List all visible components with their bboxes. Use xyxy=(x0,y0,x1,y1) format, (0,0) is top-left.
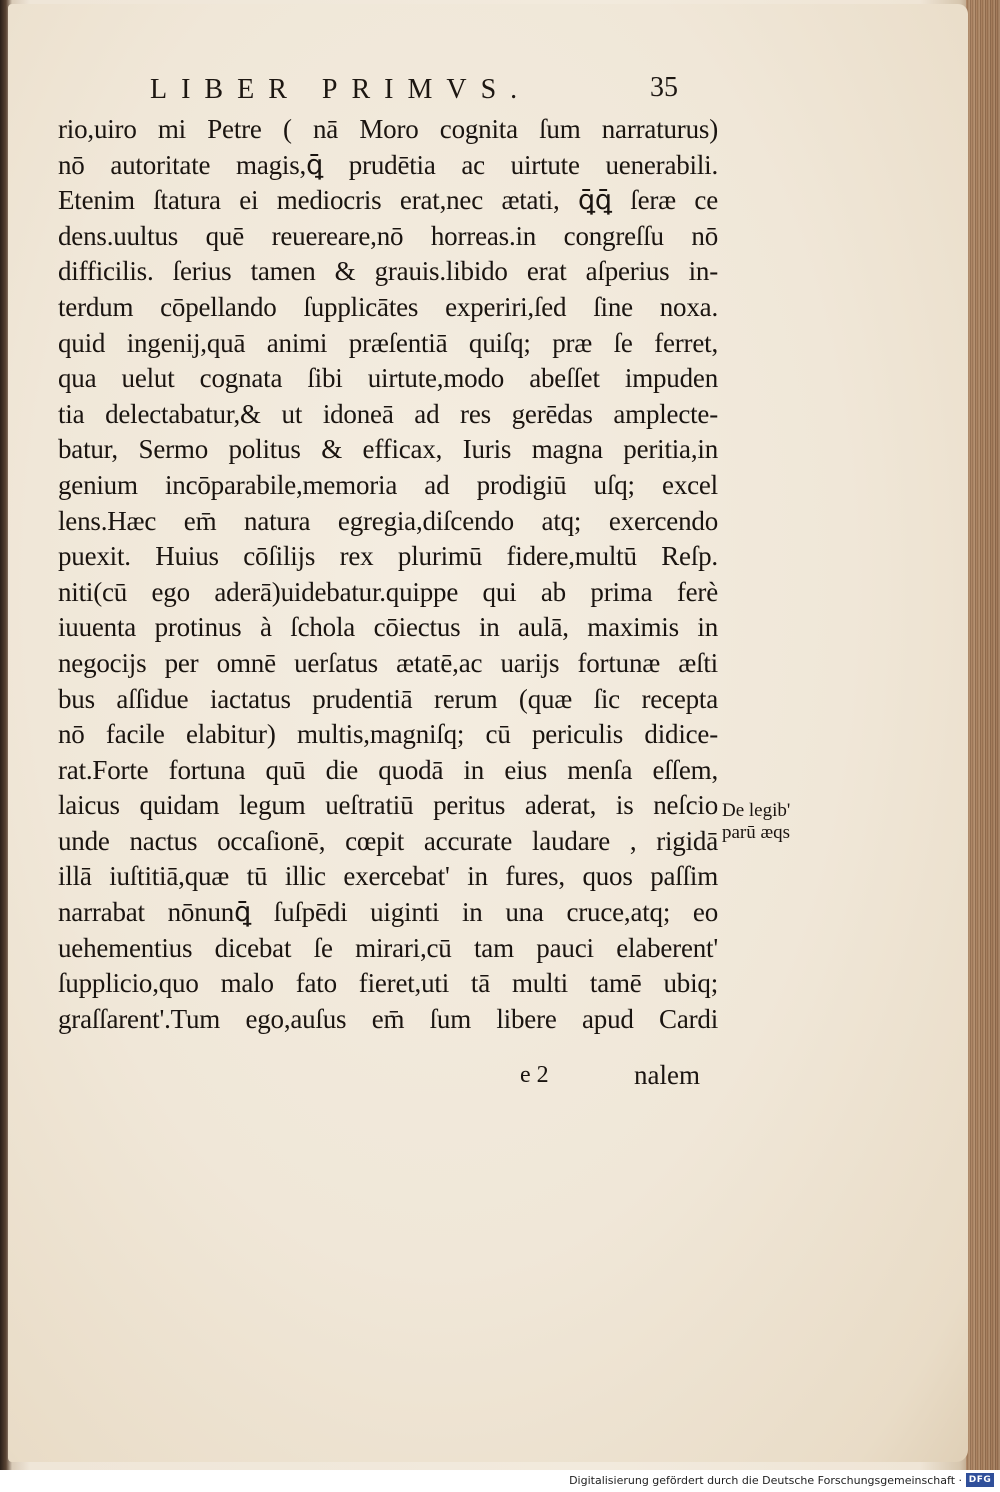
page-edge xyxy=(966,0,1000,1470)
text-line: negocijs per omnē uerſatus ætatē,ac uarijs fortunæ æſti xyxy=(58,647,718,678)
text-line: batur, Sermo politus & efficax, Iuris magna peritia,in xyxy=(58,434,718,465)
folio-number: 35 xyxy=(650,72,678,103)
text-line: genium incōparabile,memoria ad prodigiū uſq; excel xyxy=(58,469,718,500)
text-line: bus aſſidue iactatus prudentiā rerum (quæ ſic recepta xyxy=(58,683,718,714)
text-line: nō autoritate magis,ꝗ̄ prudētia ac uirtute uenerabili. xyxy=(58,149,718,180)
text-line: narrabat nōnunꝗ̄ ſuſpēdi uiginti in una cruce,atq; eo xyxy=(58,897,718,928)
text-line: lens.Hæc em̄ natura egregia,diſcendo atq; exercendo xyxy=(58,505,718,536)
footer-bar xyxy=(0,1470,1000,1492)
text-line: uehementius dicebat ſe mirari,cū tam pauci elaberent' xyxy=(58,932,718,963)
text-line: Etenim ſtatura ei mediocris erat,nec ætati, ꝗ̄ꝗ̄ ſeræ ce xyxy=(58,185,718,216)
text-line: illā iuſtitiā,quæ tū illic exercebat' in fures, quos paſſim xyxy=(58,861,718,892)
text-line: laicus quidam legum ueſtratiū peritus aderat, is neſcio xyxy=(58,790,718,821)
running-head: LIBER PRIMVS. xyxy=(150,74,532,105)
text-line: tia delectabatur,& ut idoneā ad res gerēdas amplecte- xyxy=(58,398,718,429)
marginal-note-line: De legib' xyxy=(722,800,791,821)
text-line: iuuenta protinus à ſchola cōiectus in aulā, maximis in xyxy=(58,612,718,643)
body-text xyxy=(58,112,718,1037)
text-line: rat.Forte fortuna quū die quodā in eius menſa eſſem, xyxy=(58,754,718,785)
text-line: nō facile elabitur) multis,magniſq; cū periculis didice- xyxy=(58,719,718,750)
text-line: dens.uultus quē reuereare,nō horreas.in congreſſu nō xyxy=(58,220,718,251)
text-line: puexit. Huius cōſilijs rex plurimū fidere,multū Reſp. xyxy=(58,541,718,572)
text-line: quid ingenij,quā animi præſentiā quiſq; præ ſe ferret, xyxy=(58,327,718,358)
signature-mark: e 2 xyxy=(520,1062,549,1088)
marginal-note-line: parū æqs xyxy=(722,822,791,843)
catchword: nalem xyxy=(634,1060,700,1090)
text-line: rio,uiro mi Petre ( nā Moro cognita ſum narraturus) xyxy=(58,114,718,144)
footer-credit: Digitalisierung gefördert durch die Deutsche Forschungsgemeinschaft · xyxy=(569,1474,962,1487)
text-line: terdum cōpellando ſupplicātes experiri,ſed ſine noxa. xyxy=(58,291,718,322)
text-line: difficilis. ſerius tamen & grauis.libido erat aſperius in- xyxy=(58,256,718,287)
marginal-note xyxy=(722,800,832,844)
text-line: unde nactus occaſionē, cœpit accurate laudare , rigidā xyxy=(58,825,718,856)
text-line: qua uelut cognata ſibi uirtute,modo abeſſet impuden xyxy=(58,363,718,394)
text-line: graſſarent'.Tum ego,auſus em̄ ſum libere apud Cardi xyxy=(58,1003,718,1034)
text-line: ſupplicio,quo malo fato fieret,uti tā multi tamē ubiq; xyxy=(58,968,718,999)
text-line: niti(cū ego aderā)uidebatur.quippe qui ab prima ferè xyxy=(58,576,718,607)
dfg-logo-icon: DFG xyxy=(966,1473,994,1487)
